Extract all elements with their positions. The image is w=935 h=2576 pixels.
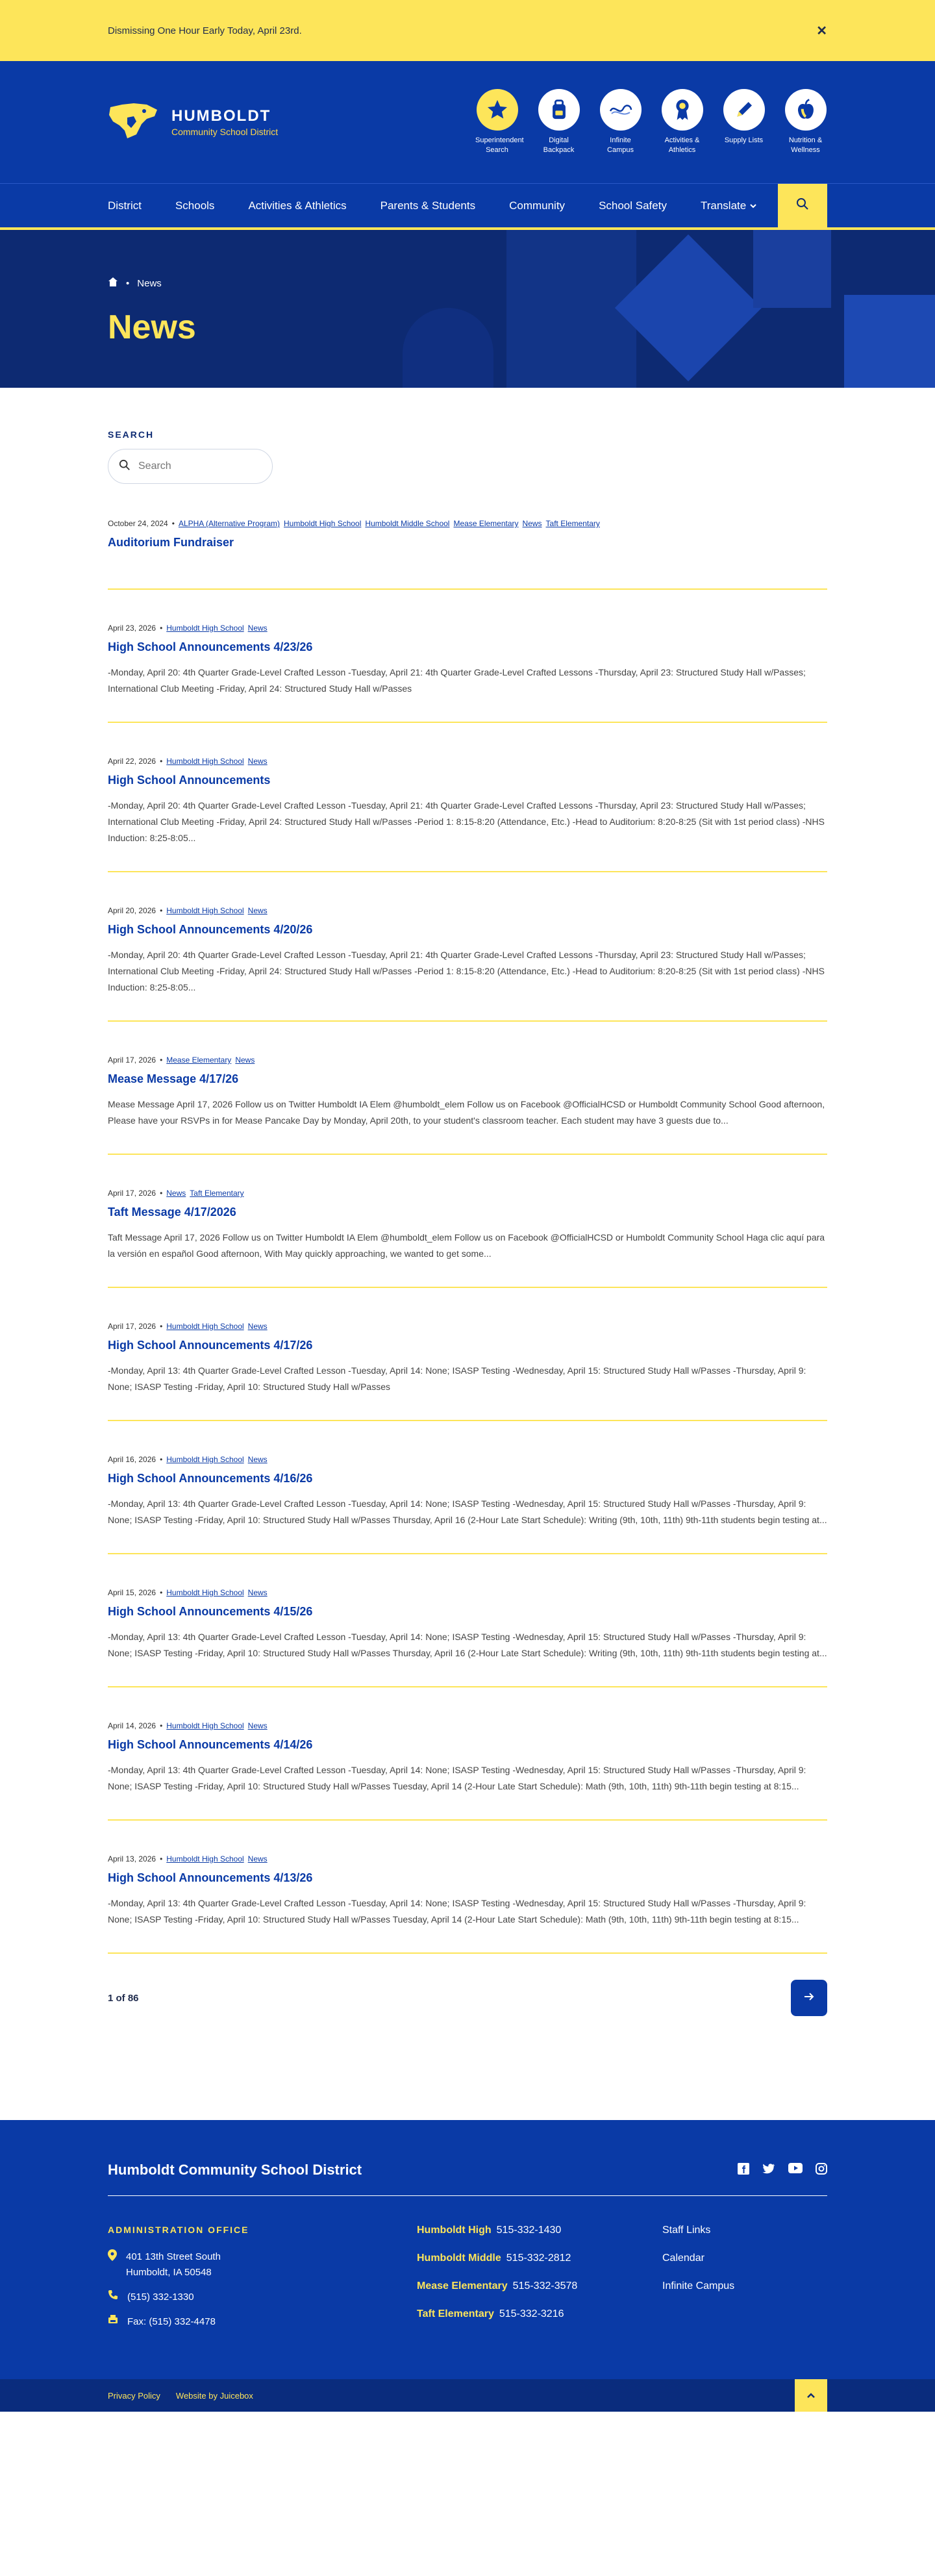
translate-label: Translate — [700, 199, 747, 212]
school-name: Taft Elementary — [417, 2308, 494, 2319]
news-tag-link[interactable]: News — [247, 1854, 268, 1863]
hero-decoration — [753, 230, 831, 308]
news-tag-link[interactable]: News — [247, 1322, 268, 1331]
meta-separator: • — [160, 624, 163, 633]
news-title-link[interactable]: High School Announcements 4/15/26 — [108, 1605, 313, 1618]
news-tag-link[interactable]: Mease Elementary — [453, 519, 519, 528]
page-count: 1 of 86 — [108, 1992, 139, 2004]
news-tag-link[interactable]: Humboldt High School — [166, 1455, 244, 1464]
nav-item-district[interactable]: District — [108, 199, 142, 212]
ribbon-icon — [662, 89, 703, 131]
quick-link-infinite-campus[interactable] — [599, 89, 642, 155]
apple-icon — [785, 89, 827, 131]
news-item — [108, 1189, 827, 1288]
school-phone: 515-332-2812 — [506, 2253, 571, 2264]
fax-number: Fax: (515) 332-4478 — [127, 2316, 216, 2327]
news-tag-link[interactable]: ALPHA (Alternative Program) — [178, 519, 280, 528]
nav-item-parents-students[interactable]: Parents & Students — [380, 199, 476, 212]
nav-item-schools[interactable]: Schools — [175, 199, 215, 212]
news-title-link[interactable]: High School Announcements — [108, 774, 271, 787]
news-excerpt: Taft Message April 17, 2026 Follow us on Twitter Humboldt IA Elem @humboldt_elem Follow us on Facebook @OfficialHCSD or Humboldt Community School Haga clic aquí para la versión en español Good afternoon, With May quickly approaching, we wanted to get some... — [108, 1232, 825, 1259]
news-tag-link[interactable]: Humboldt High School — [166, 1322, 244, 1331]
backpack-icon — [538, 89, 580, 131]
news-tag-link[interactable]: Humboldt Middle School — [365, 519, 450, 528]
news-meta — [108, 1721, 827, 1730]
fax-icon — [108, 2314, 118, 2330]
news-title-link[interactable]: High School Announcements 4/20/26 — [108, 923, 313, 936]
search-icon — [119, 459, 131, 474]
page-title: News — [108, 309, 196, 346]
quick-link-label: Nutrition & Wellness — [788, 136, 823, 154]
admin-office-heading: ADMINISTRATION OFFICE — [108, 2225, 249, 2235]
news-title-link[interactable]: High School Announcements 4/14/26 — [108, 1738, 313, 1751]
instagram-icon[interactable] — [816, 2163, 827, 2178]
news-tag-link[interactable]: News — [247, 1455, 268, 1464]
quick-link-label: Superintendent Search — [475, 136, 524, 154]
social-links — [738, 2163, 827, 2178]
news-meta — [108, 1588, 827, 1597]
news-tag-link[interactable]: Humboldt High School — [284, 519, 362, 528]
site-header — [0, 61, 935, 183]
news-item — [108, 1721, 827, 1821]
phone-link[interactable] — [108, 2290, 417, 2305]
quick-link-label: Infinite Campus — [607, 136, 634, 154]
school-contact[interactable] — [417, 2280, 662, 2292]
news-item — [108, 1455, 827, 1554]
news-meta — [108, 1189, 827, 1198]
news-tag-link[interactable]: Humboldt High School — [166, 1854, 244, 1863]
news-tag-link[interactable]: News — [166, 1189, 186, 1198]
news-tag-link[interactable]: News — [247, 757, 268, 766]
news-excerpt: Mease Message April 17, 2026 Follow us on Twitter Humboldt IA Elem @humboldt_elem Follow us on Facebook @OfficialHCSD or Humboldt Community School Good afternoon, Please have your RSVPs in for Mease Pancake Day by Monday, April 20th, to your student's classroom teacher. Each student may have 3 guests due to... — [108, 1099, 825, 1126]
news-date: October 24, 2024 — [108, 519, 168, 528]
meta-separator: • — [160, 906, 163, 915]
school-contact[interactable] — [417, 2253, 662, 2264]
search-label: SEARCH — [108, 429, 155, 440]
news-title-link[interactable]: High School Announcements 4/17/26 — [108, 1339, 313, 1352]
infinite-campus-icon — [600, 89, 642, 131]
school-phone: 515-332-3216 — [499, 2308, 564, 2319]
news-tag-link[interactable]: Humboldt High School — [166, 624, 244, 633]
pencil-icon — [723, 89, 765, 131]
quick-link-label: Supply Lists — [724, 136, 764, 144]
quick-link-nutrition-wellness[interactable] — [784, 89, 827, 155]
news-tag-link[interactable]: News — [247, 1588, 268, 1597]
news-excerpt: -Monday, April 20: 4th Quarter Grade-Level Crafted Lesson -Tuesday, April 21: 4th Quarter Grade-Level Crafted Lessons -Thursday, April 23: Structured Study Hall w/Passes; International Club Meeting -Friday, April 24: Structured Study Hall w/Passes -Period 1: 8:15-8:20 (Attendance, Etc.) -Head to Auditorium: 8:20-8:25 (Sit with 1st period class) -NHS Induction: 8:25-8:05... — [108, 950, 825, 992]
meta-separator: • — [160, 757, 163, 766]
chevron-up-icon — [806, 2391, 816, 2401]
page-hero — [0, 230, 935, 388]
nav-search-button[interactable] — [778, 184, 827, 228]
news-meta — [108, 906, 827, 915]
chevron-down-icon — [749, 199, 757, 212]
news-date: April 22, 2026 — [108, 757, 156, 766]
news-tag-link[interactable]: News — [522, 519, 542, 528]
news-meta — [108, 624, 827, 633]
news-meta — [108, 1322, 827, 1331]
search-input[interactable] — [138, 461, 255, 472]
close-icon[interactable]: ✕ — [816, 23, 827, 38]
star-icon — [477, 89, 518, 131]
news-tag-link[interactable]: Taft Elementary — [545, 519, 600, 528]
nav-item-translate[interactable] — [701, 199, 757, 212]
meta-separator: • — [160, 1455, 163, 1464]
quick-link-label: Digital Backpack — [543, 136, 575, 154]
news-date: April 17, 2026 — [108, 1055, 156, 1065]
nav-item-community[interactable]: Community — [509, 199, 566, 212]
meta-separator: • — [171, 519, 175, 528]
news-item — [108, 519, 827, 590]
news-date: April 13, 2026 — [108, 1854, 156, 1863]
school-name: Mease Elementary — [417, 2280, 508, 2292]
brand-logo-link[interactable] — [108, 102, 278, 143]
quick-link-activities-athletics[interactable] — [660, 89, 704, 155]
back-to-top-button[interactable] — [795, 2379, 827, 2412]
meta-separator: • — [160, 1322, 163, 1331]
fax — [108, 2314, 417, 2330]
nav-item-activities-athletics[interactable]: Activities & Athletics — [248, 199, 347, 212]
address-line1: 401 13th Street South — [126, 2251, 221, 2262]
news-excerpt: -Monday, April 13: 4th Quarter Grade-Level Crafted Lesson -Tuesday, April 14: None; ISASP Testing -Wednesday, April 15: Structured Study Hall w/Passes -Thursday, April 9: None; ISASP Testing -Friday, April 10: Structured Study Hall w/Passes Thursday, April 16 (2-Hour Late Start Schedule): Writing (9th, 10th, 11th) 9th-11th students begin testing at... — [108, 1498, 827, 1525]
news-title-link[interactable]: Taft Message 4/17/2026 — [108, 1206, 236, 1219]
meta-separator: • — [160, 1721, 163, 1730]
privacy-policy-link[interactable]: Privacy Policy — [108, 2390, 160, 2401]
main-content — [0, 388, 935, 2120]
news-excerpt: -Monday, April 20: 4th Quarter Grade-Level Crafted Lesson -Tuesday, April 21: 4th Quarter Grade-Level Crafted Lessons -Thursday, April 23: Structured Study Hall w/Passes; International Club Meeting -Friday, April 24: Structured Study Hall w/Passes -Period 1: 8:15-8:20 (Attendance, Etc.) -Head to Auditorium: 8:20-8:25 (Sit with 1st period class) -NHS Induction: 8:25-8:05... — [108, 800, 825, 843]
school-name: Humboldt Middle — [417, 2253, 501, 2264]
news-item — [108, 1854, 827, 1954]
arrow-right-icon — [803, 1991, 815, 2005]
phone-number: (515) 332-1330 — [127, 2292, 194, 2303]
youtube-icon[interactable] — [788, 2163, 803, 2178]
school-contact[interactable] — [417, 2308, 662, 2320]
news-item — [108, 624, 827, 723]
news-tag-link[interactable]: News — [247, 624, 268, 633]
footer-link-staff-links[interactable]: Staff Links — [662, 2225, 711, 2236]
news-tag-link[interactable]: Humboldt High School — [166, 757, 244, 766]
address[interactable] — [108, 2249, 417, 2280]
quick-link-superintendent-search[interactable] — [475, 89, 524, 155]
meta-separator: • — [160, 1189, 163, 1198]
news-excerpt: -Monday, April 13: 4th Quarter Grade-Level Crafted Lesson -Tuesday, April 14: None; ISASP Testing -Wednesday, April 15: Structured Study Hall w/Passes -Thursday, April 9: None; ISASP Testing -Friday, April 10: Structured Study Hall w/Passes Tuesday, April 14 (2-Hour Late Start Schedule): Math (9th, 10th, 11th) 9th-11th begin testing at 8:15... — [108, 1898, 806, 1925]
meta-separator: • — [160, 1854, 163, 1863]
facebook-icon[interactable] — [738, 2163, 749, 2178]
news-item — [108, 1588, 827, 1687]
news-tag-link[interactable]: Humboldt High School — [166, 906, 244, 915]
footer-bottom-bar — [0, 2379, 935, 2412]
address-line2: Humboldt, IA 50548 — [126, 2267, 212, 2278]
news-meta — [108, 1854, 827, 1863]
brand-name: HUMBOLDT — [171, 107, 271, 125]
news-date: April 23, 2026 — [108, 624, 156, 633]
school-phone: 515-332-3578 — [512, 2280, 578, 2292]
footer-link-infinite-campus[interactable]: Infinite Campus — [662, 2280, 735, 2292]
news-meta — [108, 757, 827, 766]
news-title-link[interactable]: Auditorium Fundraiser — [108, 536, 234, 549]
main-nav — [0, 183, 935, 230]
news-date: April 20, 2026 — [108, 906, 156, 915]
footer-link-calendar[interactable]: Calendar — [662, 2253, 704, 2264]
breadcrumb — [108, 277, 827, 290]
news-title-link[interactable]: High School Announcements 4/13/26 — [108, 1871, 313, 1884]
footer-title: Humboldt Community School District — [108, 2162, 362, 2178]
site-footer — [0, 2120, 935, 2379]
phone-icon — [108, 2290, 118, 2305]
news-tag-link[interactable]: Humboldt High School — [166, 1721, 244, 1730]
quick-link-label: Activities & Athletics — [664, 136, 700, 154]
news-tag-link[interactable]: Mease Elementary — [166, 1055, 232, 1065]
news-meta — [108, 1455, 827, 1464]
meta-separator: • — [160, 1588, 163, 1597]
news-item — [108, 757, 827, 872]
news-tag-link[interactable]: News — [247, 906, 268, 915]
hero-decoration — [844, 295, 935, 388]
meta-separator: • — [160, 1055, 163, 1065]
search-icon — [796, 197, 809, 214]
credit-link[interactable]: Website by Juicebox — [175, 2390, 253, 2401]
home-icon[interactable] — [108, 277, 118, 290]
news-excerpt: -Monday, April 13: 4th Quarter Grade-Level Crafted Lesson -Tuesday, April 14: None; ISASP Testing -Wednesday, April 15: Structured Study Hall w/Passes -Thursday, April 9: None; ISASP Testing -Friday, April 10: Structured Study Hall w/Passes Tuesday, April 14 (2-Hour Late Start Schedule): Math (9th, 10th, 11th) 9th-11th begin testing at 8:15... — [108, 1765, 806, 1791]
news-excerpt: -Monday, April 13: 4th Quarter Grade-Level Crafted Lesson -Tuesday, April 14: None; ISASP Testing -Wednesday, April 15: Structured Study Hall w/Passes -Thursday, April 9: None; ISASP Testing -Friday, April 10: Structured Study Hall w/Passes Thursday, April 16 (2-Hour Late Start Schedule): Writing (9th, 10th, 11th) 9th-11th students begin testing at... — [108, 1632, 827, 1658]
news-tag-link[interactable]: News — [247, 1721, 268, 1730]
news-meta — [108, 519, 827, 528]
news-tag-link[interactable]: Taft Elementary — [190, 1189, 244, 1198]
news-excerpt: -Monday, April 13: 4th Quarter Grade-Level Crafted Lesson -Tuesday, April 14: None; ISASP Testing -Wednesday, April 15: Structured Study Hall w/Passes -Thursday, April 9: None; ISASP Testing -Friday, April 10: Structured Study Hall w/Passes — [108, 1365, 806, 1392]
footer-links — [662, 2225, 734, 2339]
nav-item-school-safety[interactable]: School Safety — [599, 199, 667, 212]
news-title-link[interactable]: Mease Message 4/17/26 — [108, 1072, 239, 1085]
school-name: Humboldt High — [417, 2225, 492, 2236]
pagination — [108, 1980, 827, 2120]
news-date: April 16, 2026 — [108, 1455, 156, 1464]
news-date: April 17, 2026 — [108, 1189, 156, 1198]
twitter-icon[interactable] — [762, 2163, 775, 2178]
alert-text: Dismissing One Hour Early Today, April 23rd. — [108, 25, 302, 36]
quick-link-digital-backpack[interactable] — [537, 89, 580, 155]
school-phone: 515-332-1430 — [496, 2225, 562, 2236]
news-date: April 17, 2026 — [108, 1322, 156, 1331]
news-item — [108, 1055, 827, 1155]
alert-bar — [0, 0, 935, 61]
next-page-button[interactable] — [791, 1980, 827, 2016]
map-pin-icon — [108, 2249, 117, 2280]
news-title-link[interactable]: High School Announcements 4/23/26 — [108, 640, 313, 653]
quick-links — [475, 89, 827, 155]
brand-subtitle: Community School District — [171, 127, 279, 137]
wildcat-logo-icon — [108, 102, 160, 143]
news-meta — [108, 1055, 827, 1065]
search-field[interactable] — [108, 449, 273, 484]
news-item — [108, 906, 827, 1022]
news-tag-link[interactable]: News — [235, 1055, 255, 1065]
school-phone-list — [417, 2225, 662, 2339]
quick-link-supply-lists[interactable] — [722, 89, 766, 155]
news-title-link[interactable]: High School Announcements 4/16/26 — [108, 1472, 313, 1485]
news-tag-link[interactable]: Humboldt High School — [166, 1588, 244, 1597]
news-date: April 14, 2026 — [108, 1721, 156, 1730]
news-date: April 15, 2026 — [108, 1588, 156, 1597]
breadcrumb-separator: • — [126, 277, 130, 289]
news-list — [108, 519, 827, 1954]
news-item — [108, 1322, 827, 1421]
school-contact[interactable] — [417, 2225, 662, 2236]
news-excerpt: -Monday, April 20: 4th Quarter Grade-Level Crafted Lesson -Tuesday, April 21: 4th Quarter Grade-Level Crafted Lessons -Thursday, April 23: Structured Study Hall w/Passes; International Club Meeting -Friday, April 24: Structured Study Hall w/Passes — [108, 667, 806, 694]
breadcrumb-current: News — [137, 277, 162, 289]
